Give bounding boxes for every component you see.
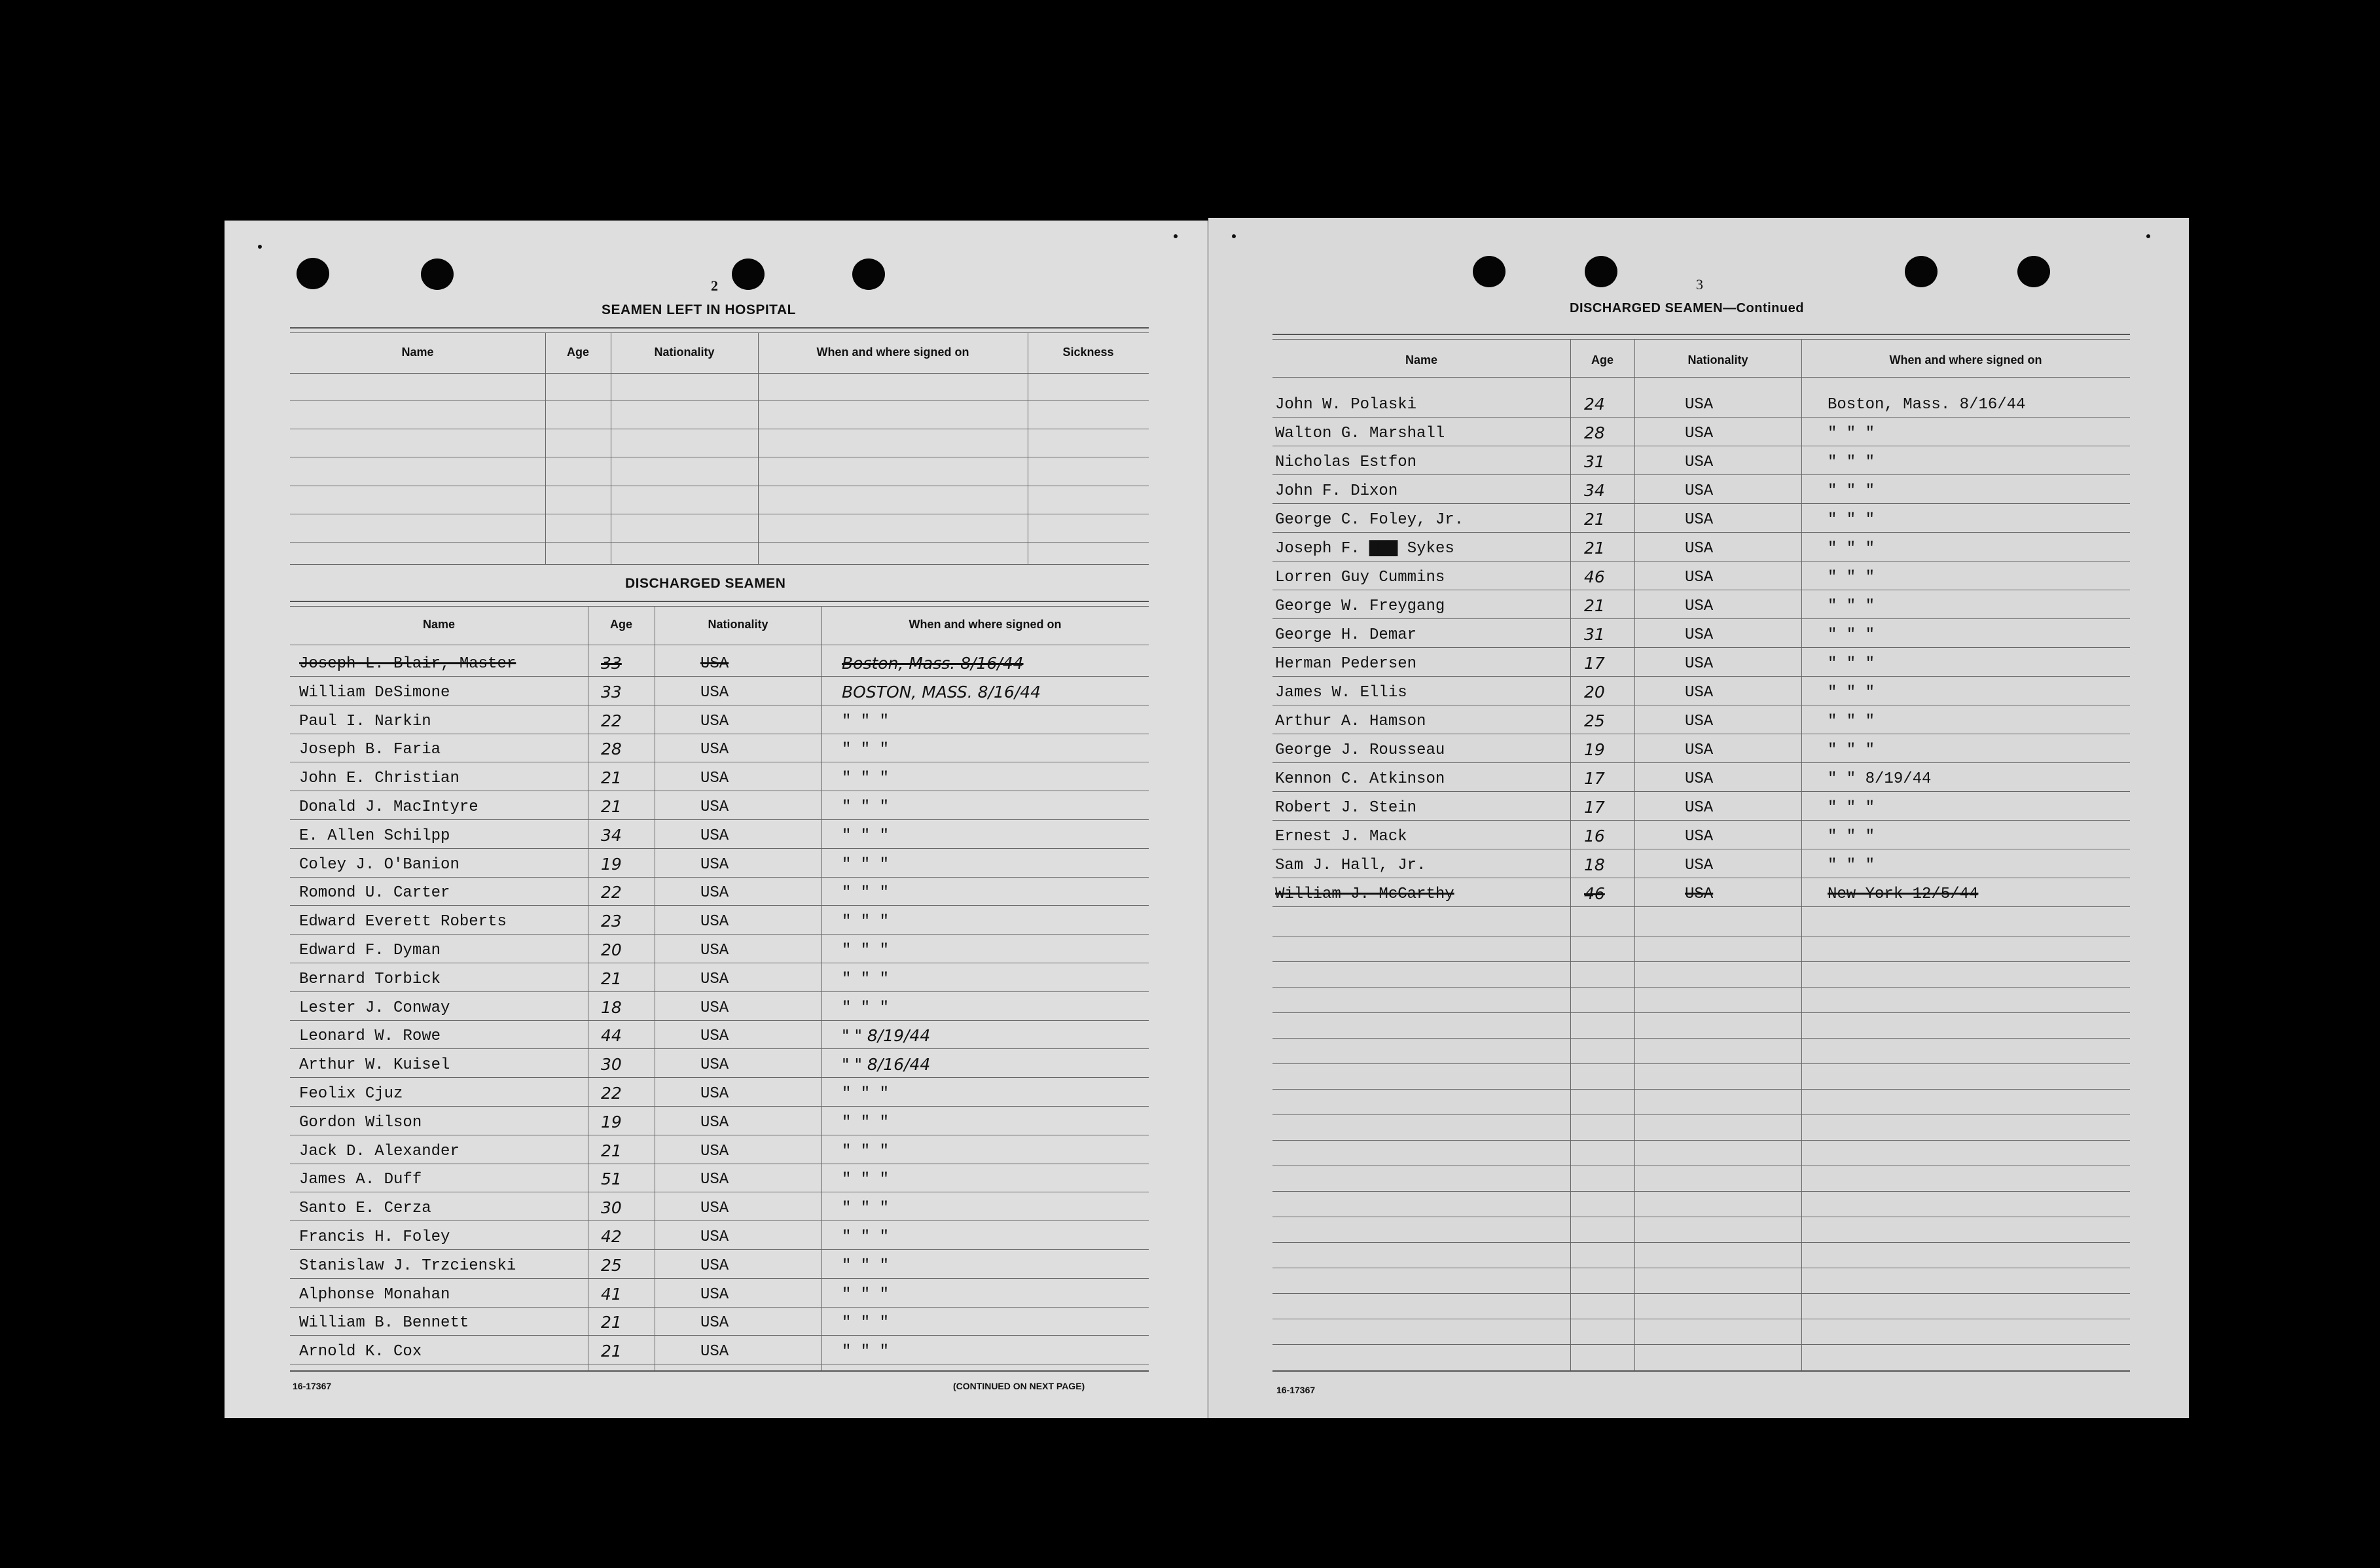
table-row bbox=[290, 1078, 1149, 1107]
table-rule bbox=[290, 327, 1149, 329]
signed-on: " " " bbox=[842, 770, 890, 788]
column-header: Age bbox=[609, 618, 632, 631]
table-row bbox=[290, 877, 1149, 906]
signed-on: " " " bbox=[1828, 597, 1875, 615]
seaman-age: 46 bbox=[1584, 884, 1605, 903]
seaman-name: Joseph F. ▇▇▇ Sykes bbox=[1275, 540, 1454, 558]
signed-on: " " " bbox=[842, 999, 890, 1017]
seaman-nationality: USA bbox=[700, 884, 729, 902]
seaman-nationality: USA bbox=[1685, 454, 1714, 471]
seaman-name: John W. Polaski bbox=[1275, 396, 1417, 414]
seaman-name: Donald J. MacIntyre bbox=[299, 798, 478, 816]
seaman-name: Coley J. O'Banion bbox=[299, 855, 460, 874]
signed-on: " " " bbox=[842, 1085, 890, 1103]
table-row bbox=[1272, 533, 2130, 561]
table-row bbox=[290, 1164, 1149, 1192]
seaman-age: 21 bbox=[601, 1342, 622, 1361]
table-row bbox=[290, 734, 1149, 762]
column-divider bbox=[545, 332, 546, 565]
seaman-nationality: USA bbox=[700, 1056, 729, 1075]
seaman-name: Francis H. Foley bbox=[299, 1228, 450, 1246]
table-row bbox=[1272, 878, 2130, 907]
empty-row-line bbox=[1272, 1293, 2130, 1294]
seaman-name: Feolix Cjuz bbox=[299, 1085, 403, 1103]
punch-hole bbox=[1905, 256, 1938, 287]
seaman-age: 17 bbox=[1584, 654, 1605, 673]
signed-on: " " " bbox=[1828, 626, 1875, 644]
column-header: Nationality bbox=[654, 346, 715, 359]
seaman-nationality: USA bbox=[700, 942, 729, 959]
signed-on: " " " bbox=[842, 913, 890, 931]
column-divider bbox=[758, 332, 759, 565]
empty-row-line bbox=[1272, 1089, 2130, 1090]
signed-on: " " " bbox=[842, 1343, 890, 1361]
table-rule bbox=[1272, 334, 2130, 335]
table-rule bbox=[290, 606, 1149, 607]
table-row bbox=[290, 1049, 1149, 1078]
seaman-nationality: USA bbox=[700, 1027, 729, 1046]
seaman-age: 18 bbox=[601, 997, 622, 1017]
seaman-nationality: USA bbox=[700, 827, 729, 845]
paper-mark bbox=[2146, 234, 2150, 238]
paper-mark bbox=[258, 245, 262, 249]
empty-row-line bbox=[1272, 1344, 2130, 1345]
seaman-nationality: USA bbox=[700, 655, 729, 673]
table-row bbox=[290, 1307, 1149, 1336]
seaman-name: Leonard W. Rowe bbox=[299, 1027, 441, 1046]
seaman-age: 21 bbox=[601, 1141, 622, 1160]
table-row bbox=[1272, 677, 2130, 705]
table-row bbox=[1272, 389, 2130, 418]
seaman-name: E. Allen Schilpp bbox=[299, 827, 450, 845]
seaman-name: George H. Demar bbox=[1275, 626, 1417, 644]
seaman-age: 28 bbox=[1584, 423, 1605, 442]
table-row bbox=[290, 906, 1149, 935]
seaman-name: Santo E. Cerza bbox=[299, 1200, 431, 1218]
table-row bbox=[1272, 734, 2130, 763]
table-row bbox=[290, 1135, 1149, 1164]
column-header: Age bbox=[1591, 353, 1614, 366]
seaman-name: Joseph L. Blair, Master bbox=[299, 655, 516, 673]
seaman-nationality: USA bbox=[700, 1285, 729, 1304]
seaman-name: Bernard Torbick bbox=[299, 970, 441, 988]
signed-on: " " " bbox=[842, 1142, 890, 1160]
seaman-nationality: USA bbox=[1685, 626, 1714, 644]
table-row bbox=[1272, 418, 2130, 446]
table-row bbox=[290, 1107, 1149, 1135]
punch-hole bbox=[2017, 256, 2050, 287]
table-rule bbox=[290, 332, 1149, 333]
seaman-name: William J. McCarthy bbox=[1275, 885, 1454, 903]
seaman-name: John E. Christian bbox=[299, 770, 460, 788]
paper-mark bbox=[1232, 234, 1236, 238]
seaman-nationality: USA bbox=[1685, 655, 1714, 673]
seaman-name: John F. Dixon bbox=[1275, 482, 1398, 500]
seaman-nationality: USA bbox=[1685, 713, 1714, 730]
seaman-age: 21 bbox=[601, 768, 622, 788]
signed-on: " " " bbox=[1828, 540, 1875, 558]
seaman-name: George W. Freygang bbox=[1275, 597, 1445, 615]
hospital-title: SEAMEN LEFT IN HOSPITAL bbox=[602, 302, 796, 317]
seaman-age: 16 bbox=[1584, 827, 1605, 846]
seaman-nationality: USA bbox=[700, 970, 729, 988]
seaman-age: 33 bbox=[601, 682, 622, 702]
seaman-name: Jack D. Alexander bbox=[299, 1142, 460, 1160]
seaman-nationality: USA bbox=[700, 1256, 729, 1275]
seaman-nationality: USA bbox=[1685, 857, 1714, 874]
table-row bbox=[1272, 619, 2130, 648]
signed-on: " " " bbox=[842, 1256, 890, 1275]
empty-row-line bbox=[1272, 1242, 2130, 1243]
seaman-age: 33 bbox=[601, 654, 622, 673]
signed-on: " " " bbox=[842, 1314, 890, 1332]
row-line bbox=[290, 373, 1149, 374]
signed-on: " " " bbox=[1828, 684, 1875, 702]
seaman-name: Paul I. Narkin bbox=[299, 712, 431, 730]
seaman-age: 19 bbox=[601, 1112, 622, 1131]
signed-on: " " " bbox=[1828, 511, 1875, 529]
table-row bbox=[290, 935, 1149, 963]
seaman-age: 46 bbox=[1584, 567, 1605, 586]
seaman-age: 23 bbox=[601, 912, 622, 931]
column-header: Name bbox=[1405, 353, 1438, 366]
seaman-age: 19 bbox=[601, 854, 622, 874]
table-row bbox=[1272, 446, 2130, 475]
table-rule bbox=[1272, 339, 2130, 340]
table-row bbox=[1272, 705, 2130, 734]
paper-mark bbox=[1174, 234, 1178, 238]
table-row bbox=[290, 820, 1149, 849]
signed-on: " " " bbox=[842, 884, 890, 902]
signed-on: " " " bbox=[842, 1285, 890, 1304]
seaman-nationality: USA bbox=[700, 1200, 729, 1218]
seaman-name: Gordon Wilson bbox=[299, 1113, 422, 1131]
seaman-age: 20 bbox=[601, 940, 622, 959]
table-row bbox=[290, 762, 1149, 791]
seaman-name: Walton G. Marshall bbox=[1275, 425, 1445, 442]
signed-on: Boston, Mass. 8/16/44 bbox=[842, 654, 1024, 673]
row-line bbox=[290, 542, 1149, 543]
seaman-age: 17 bbox=[1584, 798, 1605, 817]
seaman-age: 31 bbox=[1584, 625, 1605, 644]
signed-on: " " 8/16/44 bbox=[842, 1055, 931, 1075]
signed-on: " " " bbox=[842, 1200, 890, 1218]
seaman-age: 30 bbox=[601, 1055, 622, 1075]
seaman-age: 18 bbox=[1584, 855, 1605, 874]
seaman-age: 28 bbox=[601, 739, 622, 759]
signed-on: " " " bbox=[842, 942, 890, 959]
seaman-name: Arthur W. Kuisel bbox=[299, 1056, 450, 1075]
seaman-name: Joseph B. Faria bbox=[299, 741, 441, 759]
seaman-name: Sam J. Hall, Jr. bbox=[1275, 857, 1426, 874]
punch-hole bbox=[1473, 256, 1506, 287]
seaman-age: 22 bbox=[601, 883, 622, 902]
table-row bbox=[290, 791, 1149, 820]
table-bottom-rule bbox=[1272, 1370, 2130, 1372]
seaman-nationality: USA bbox=[700, 712, 729, 730]
seaman-name: Alphonse Monahan bbox=[299, 1285, 450, 1304]
seaman-nationality: USA bbox=[700, 1085, 729, 1103]
seaman-name: Lorren Guy Cummins bbox=[1275, 569, 1445, 586]
seaman-name: Herman Pedersen bbox=[1275, 655, 1417, 673]
seaman-nationality: USA bbox=[1685, 799, 1714, 817]
seaman-age: 21 bbox=[601, 797, 622, 816]
table-row bbox=[290, 1221, 1149, 1250]
signed-on: " " " bbox=[842, 741, 890, 759]
empty-row-line bbox=[1272, 1114, 2130, 1115]
continued-note: (CONTINUED ON NEXT PAGE) bbox=[953, 1381, 1085, 1391]
table-row bbox=[290, 705, 1149, 734]
signed-on: " " " bbox=[842, 855, 890, 874]
signed-on: " " " bbox=[1828, 655, 1875, 673]
form-number: 16-17367 bbox=[293, 1381, 332, 1391]
punch-hole bbox=[297, 258, 329, 289]
table-row bbox=[290, 1020, 1149, 1049]
seaman-nationality: USA bbox=[1685, 828, 1714, 846]
seaman-age: 51 bbox=[601, 1169, 622, 1189]
empty-row-line bbox=[1272, 1191, 2130, 1192]
column-header: Name bbox=[401, 346, 434, 359]
table-row bbox=[1272, 821, 2130, 849]
signed-on: " " " bbox=[842, 1113, 890, 1131]
punch-hole bbox=[1585, 256, 1617, 287]
column-header: Age bbox=[566, 346, 589, 359]
signed-on: " " " bbox=[842, 798, 890, 816]
signed-on: " " " bbox=[1828, 828, 1875, 846]
seaman-nationality: USA bbox=[1685, 597, 1714, 615]
signed-on: " " " bbox=[1828, 482, 1875, 500]
seaman-nationality: USA bbox=[1685, 741, 1714, 759]
seaman-nationality: USA bbox=[1685, 569, 1714, 586]
seaman-nationality: USA bbox=[1685, 396, 1714, 414]
seaman-nationality: USA bbox=[1685, 425, 1714, 442]
seaman-name: James A. Duff bbox=[299, 1171, 422, 1189]
seaman-name: Nicholas Estfon bbox=[1275, 454, 1417, 471]
signed-on: " " " bbox=[1828, 741, 1875, 759]
form-number: 16-17367 bbox=[1276, 1385, 1316, 1395]
row-line bbox=[1272, 906, 2130, 907]
discharged-title: DISCHARGED SEAMEN bbox=[625, 576, 786, 591]
column-header: Nationality bbox=[1687, 353, 1748, 366]
seaman-name: Edward F. Dyman bbox=[299, 942, 441, 959]
table-bottom-rule bbox=[290, 1370, 1149, 1372]
seaman-nationality: USA bbox=[1685, 482, 1714, 500]
seaman-name: Lester J. Conway bbox=[299, 999, 450, 1017]
table-row bbox=[1272, 504, 2130, 533]
seaman-nationality: USA bbox=[700, 1171, 729, 1189]
seaman-nationality: USA bbox=[1685, 540, 1714, 558]
seaman-name: William DeSimone bbox=[299, 683, 450, 702]
seaman-age: 21 bbox=[1584, 539, 1605, 558]
seaman-age: 42 bbox=[601, 1227, 622, 1246]
seaman-name: Robert J. Stein bbox=[1275, 799, 1417, 817]
signed-on: BOSTON, MASS. 8/16/44 bbox=[842, 682, 1041, 702]
seaman-age: 21 bbox=[1584, 596, 1605, 615]
seaman-age: 21 bbox=[1584, 510, 1605, 529]
table-row bbox=[290, 677, 1149, 705]
seaman-nationality: USA bbox=[1685, 885, 1714, 903]
seaman-name: Ernest J. Mack bbox=[1275, 828, 1407, 846]
table-row bbox=[290, 849, 1149, 878]
table-row bbox=[290, 648, 1149, 677]
seaman-nationality: USA bbox=[700, 1113, 729, 1131]
seaman-name: Stanislaw J. Trzcienski bbox=[299, 1256, 516, 1275]
signed-on: " " " bbox=[842, 1228, 890, 1246]
table-row bbox=[290, 1279, 1149, 1308]
column-header: When and where signed on bbox=[1889, 353, 2042, 366]
seaman-age: 20 bbox=[1584, 683, 1605, 702]
table-row bbox=[1272, 849, 2130, 878]
punch-hole bbox=[732, 258, 765, 290]
page-number: 2 bbox=[711, 277, 718, 294]
seaman-name: Edward Everett Roberts bbox=[299, 913, 507, 931]
empty-row-line bbox=[1272, 1038, 2130, 1039]
seaman-nationality: USA bbox=[700, 770, 729, 788]
seaman-nationality: USA bbox=[1685, 511, 1714, 529]
seaman-nationality: USA bbox=[1685, 684, 1714, 702]
page-fold bbox=[1207, 221, 1209, 1418]
table-row bbox=[290, 992, 1149, 1021]
seaman-age: 30 bbox=[601, 1198, 622, 1218]
seaman-age: 19 bbox=[1584, 740, 1605, 759]
signed-on: " " " bbox=[1828, 425, 1875, 442]
table-row bbox=[1272, 763, 2130, 792]
empty-row-line bbox=[1272, 1012, 2130, 1013]
seaman-name: Romond U. Carter bbox=[299, 884, 450, 902]
page-number: 3 bbox=[1696, 276, 1703, 293]
seaman-name: George C. Foley, Jr. bbox=[1275, 511, 1464, 529]
seaman-age: 25 bbox=[601, 1255, 622, 1275]
seaman-age: 34 bbox=[1584, 481, 1605, 500]
seaman-nationality: USA bbox=[700, 1228, 729, 1246]
seaman-age: 22 bbox=[601, 1084, 622, 1103]
seaman-age: 25 bbox=[1584, 711, 1605, 730]
column-header: Nationality bbox=[708, 618, 768, 631]
seaman-name: Arthur A. Hamson bbox=[1275, 713, 1426, 730]
seaman-nationality: USA bbox=[700, 1314, 729, 1332]
table-row bbox=[290, 1192, 1149, 1221]
column-header: When and where signed on bbox=[909, 618, 1062, 631]
seaman-nationality: USA bbox=[700, 1142, 729, 1160]
signed-on: " " " bbox=[842, 1171, 890, 1189]
row-line bbox=[290, 564, 1149, 565]
seaman-age: 34 bbox=[601, 825, 622, 845]
signed-on: " " " bbox=[842, 970, 890, 988]
empty-row-line bbox=[1272, 1140, 2130, 1141]
column-header: Name bbox=[422, 618, 456, 631]
table-row bbox=[1272, 590, 2130, 619]
signed-on: " " " bbox=[1828, 713, 1875, 730]
right-title: DISCHARGED SEAMEN—Continued bbox=[1570, 301, 1804, 315]
column-header: Sickness bbox=[1062, 346, 1114, 359]
punch-hole bbox=[421, 258, 454, 290]
empty-row-line bbox=[1272, 1063, 2130, 1064]
seaman-name: William B. Bennett bbox=[299, 1314, 469, 1332]
table-row bbox=[1272, 561, 2130, 590]
seaman-nationality: USA bbox=[1685, 770, 1714, 788]
signed-on: " " " bbox=[1828, 799, 1875, 817]
seaman-nationality: USA bbox=[700, 683, 729, 702]
table-row bbox=[1272, 475, 2130, 504]
table-row bbox=[290, 1250, 1149, 1279]
row-line bbox=[1272, 377, 2130, 378]
seaman-name: Arnold K. Cox bbox=[299, 1343, 422, 1361]
seaman-age: 17 bbox=[1584, 769, 1605, 788]
signed-on: New York 12/5/44 bbox=[1828, 885, 1979, 903]
signed-on: " " " bbox=[1828, 454, 1875, 471]
table-row bbox=[290, 1336, 1149, 1364]
column-header: When and where signed on bbox=[816, 346, 969, 359]
signed-on: " " 8/19/44 bbox=[1828, 770, 1932, 788]
seaman-age: 21 bbox=[601, 969, 622, 988]
signed-on: " " " bbox=[842, 712, 890, 730]
punch-hole bbox=[852, 258, 885, 290]
seaman-name: James W. Ellis bbox=[1275, 684, 1407, 702]
seaman-age: 44 bbox=[601, 1026, 622, 1046]
empty-row-line bbox=[1272, 987, 2130, 988]
seaman-age: 31 bbox=[1584, 452, 1605, 471]
seaman-age: 21 bbox=[601, 1313, 622, 1332]
seaman-nationality: USA bbox=[700, 913, 729, 931]
seaman-nationality: USA bbox=[700, 855, 729, 874]
table-rule bbox=[290, 601, 1149, 602]
signed-on: " " 8/19/44 bbox=[842, 1026, 931, 1046]
signed-on: Boston, Mass. 8/16/44 bbox=[1828, 396, 2026, 414]
seaman-name: George J. Rousseau bbox=[1275, 741, 1445, 759]
table-row bbox=[1272, 648, 2130, 677]
signed-on: " " " bbox=[1828, 569, 1875, 586]
seaman-nationality: USA bbox=[700, 999, 729, 1017]
seaman-nationality: USA bbox=[700, 798, 729, 816]
seaman-age: 41 bbox=[601, 1284, 622, 1304]
seaman-age: 22 bbox=[601, 711, 622, 730]
seaman-nationality: USA bbox=[700, 741, 729, 759]
seaman-age: 24 bbox=[1584, 395, 1605, 414]
signed-on: " " " bbox=[1828, 857, 1875, 874]
seaman-nationality: USA bbox=[700, 1343, 729, 1361]
seaman-name: Kennon C. Atkinson bbox=[1275, 770, 1445, 788]
empty-row-line bbox=[1272, 961, 2130, 962]
table-row bbox=[1272, 792, 2130, 821]
signed-on: " " " bbox=[842, 827, 890, 845]
table-row bbox=[290, 963, 1149, 992]
